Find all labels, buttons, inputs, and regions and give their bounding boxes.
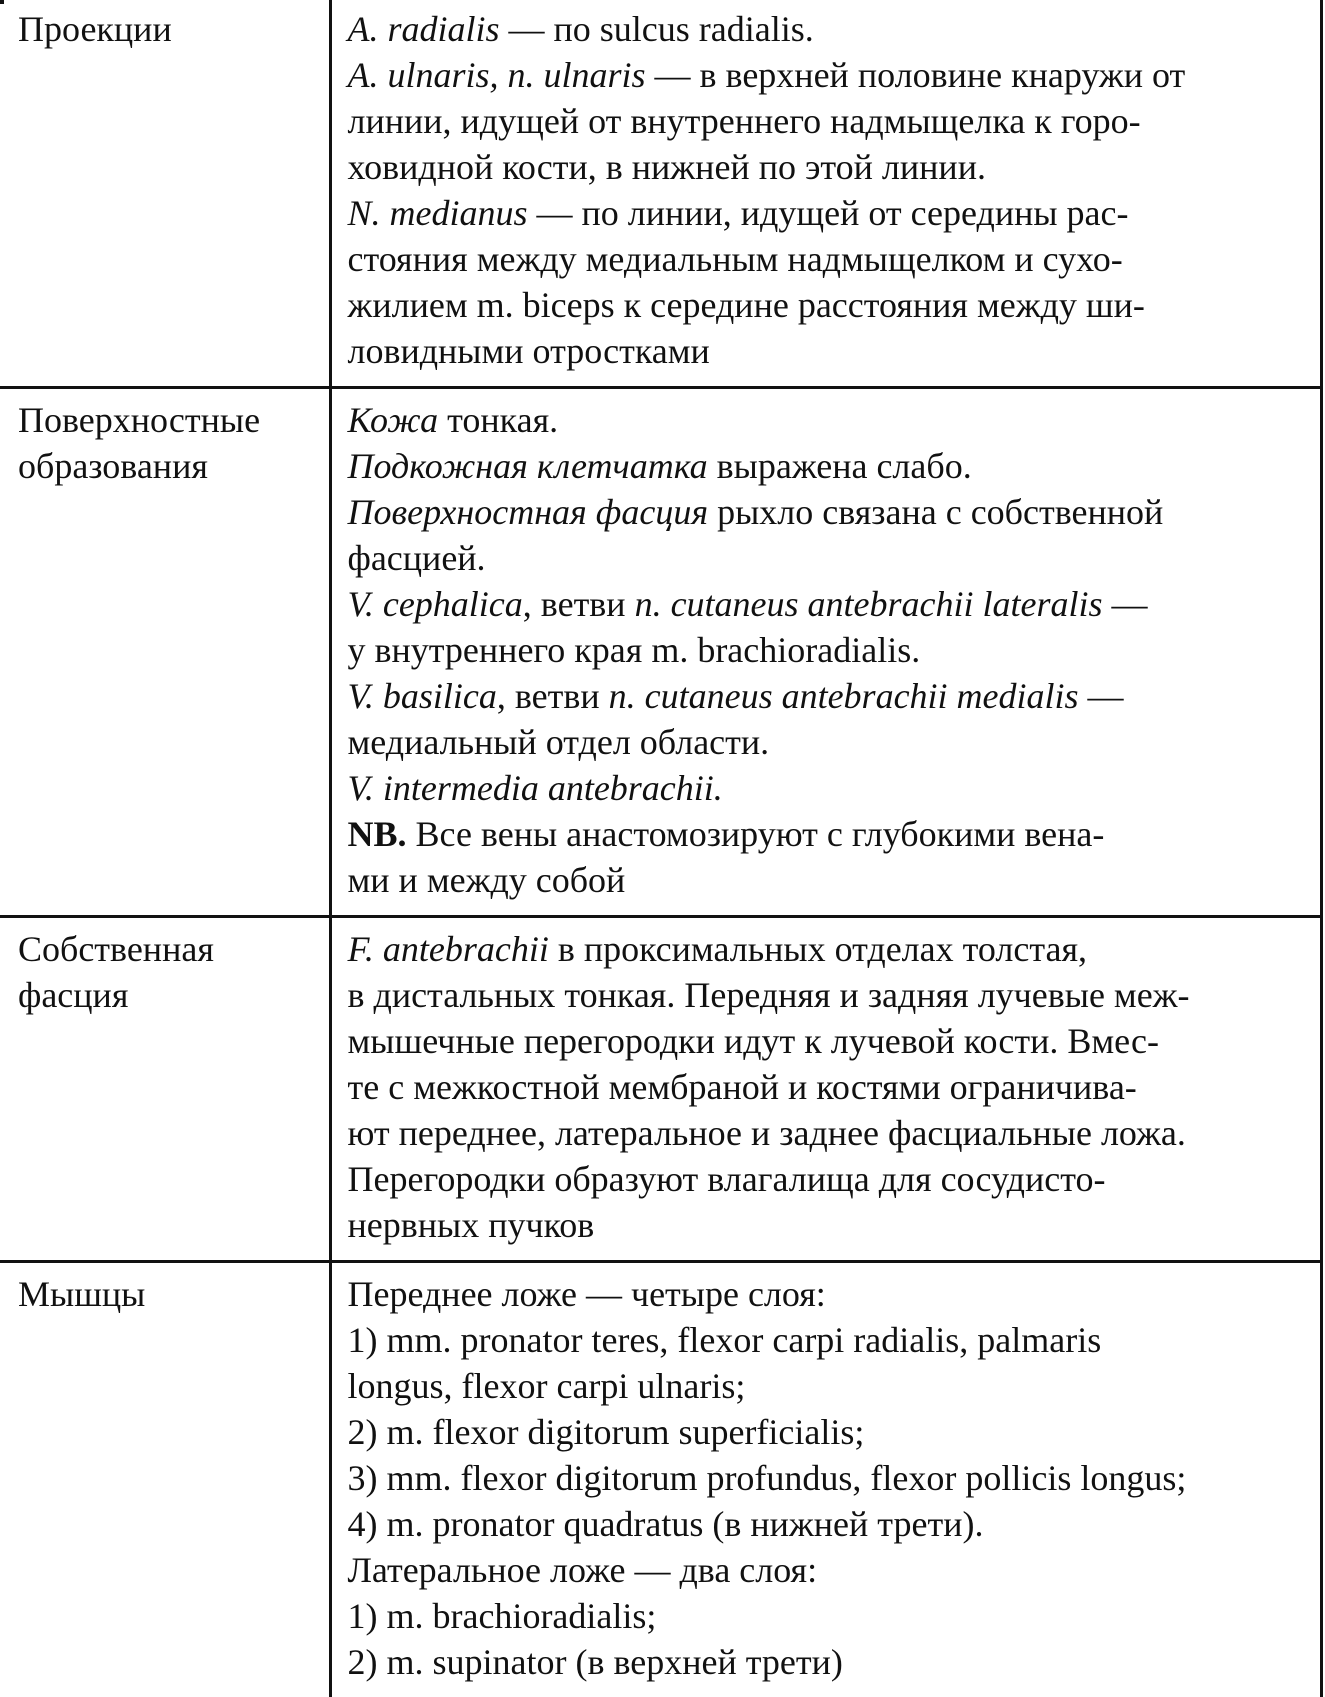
- content-text: ми и между собой: [348, 860, 626, 900]
- content-line: [348, 535, 1310, 581]
- content-text: нервных пучков: [348, 1205, 595, 1245]
- content-text: 1) m. brachioradialis;: [348, 1596, 657, 1636]
- row-label: фасция: [18, 972, 319, 1018]
- latin-term: Подкожная клетчатка: [348, 446, 708, 486]
- content-text: те с межкостной мембраной и костями ограничива-: [348, 1067, 1137, 1107]
- content-line: [348, 857, 1310, 903]
- content-text: рыхло связана с собственной: [708, 492, 1163, 532]
- content-line: [348, 1409, 1310, 1455]
- content-text: жилием m. biceps к середине расстояния между ши-: [348, 285, 1145, 325]
- content-line: [348, 1202, 1310, 1248]
- row-label-cell: [0, 1262, 330, 1697]
- content-text: тонкая.: [438, 400, 558, 440]
- table-row: [0, 1262, 1321, 1697]
- content-text: 2) m. flexor digitorum superficialis;: [348, 1412, 865, 1452]
- content-text: в дистальных тонкая. Передняя и задняя лучевые меж-: [348, 975, 1190, 1015]
- row-label-cell: [0, 0, 330, 388]
- row-label: Проекции: [18, 6, 319, 52]
- row-label: Поверхностные: [18, 397, 319, 443]
- latin-term: V. intermedia antebrachii.: [348, 768, 723, 808]
- content-line: [348, 397, 1310, 443]
- content-text: — в верхней половине кнаружи от: [646, 55, 1186, 95]
- content-line: [348, 972, 1310, 1018]
- content-line: [348, 1156, 1310, 1202]
- content-text: ховидной кости, в нижней по этой линии.: [348, 147, 986, 187]
- latin-term: Поверхностная фасция: [348, 492, 709, 532]
- content-text: в проксимальных отделах толстая,: [549, 929, 1087, 969]
- content-text: ют переднее, латеральное и заднее фасциальные ложа.: [348, 1113, 1186, 1153]
- content-text: Переднее ложе — четыре слоя:: [348, 1274, 826, 1314]
- content-line: [348, 1593, 1310, 1639]
- latin-term: F. antebrachii: [348, 929, 549, 969]
- content-text: , ветви: [523, 584, 635, 624]
- content-line: [348, 719, 1310, 765]
- content-text: ловидными отростками: [348, 331, 710, 371]
- content-text: 1) mm. pronator teres, flexor carpi radialis, palmaris: [348, 1320, 1102, 1360]
- content-line: [348, 1501, 1310, 1547]
- row-content-cell: [330, 0, 1321, 388]
- table-row: [0, 388, 1321, 917]
- content-line: [348, 1363, 1310, 1409]
- latin-term: n. cutaneus antebrachii medialis: [609, 676, 1079, 716]
- row-label-cell: [0, 388, 330, 917]
- table-row: [0, 0, 1321, 388]
- content-text: 4) m. pronator quadratus (в нижней трети).: [348, 1504, 984, 1544]
- content-line: [348, 1455, 1310, 1501]
- content-text: Перегородки образуют влагалища для сосудисто-: [348, 1159, 1106, 1199]
- row-label-cell: [0, 917, 330, 1262]
- latin-term: V. basilica: [348, 676, 497, 716]
- content-text: — по линии, идущей от середины рас-: [528, 193, 1129, 233]
- content-line: [348, 98, 1310, 144]
- row-label: образования: [18, 443, 319, 489]
- content-line: [348, 489, 1310, 535]
- latin-term: A. radialis: [348, 9, 500, 49]
- row-content-cell: [330, 917, 1321, 1262]
- content-line: [348, 1547, 1310, 1593]
- content-line: [348, 1064, 1310, 1110]
- latin-term: V. cephalica: [348, 584, 523, 624]
- content-line: [348, 627, 1310, 673]
- content-text: 2) m. supinator (в верхней трети): [348, 1642, 843, 1682]
- content-line: [348, 673, 1310, 719]
- content-text: Латеральное ложе — два слоя:: [348, 1550, 818, 1590]
- latin-term: n. cutaneus antebrachii lateralis: [635, 584, 1103, 624]
- content-line: [348, 926, 1310, 972]
- content-line: [348, 443, 1310, 489]
- content-text: фасцией.: [348, 538, 486, 578]
- content-line: [348, 328, 1310, 374]
- row-label: Мышцы: [18, 1271, 319, 1317]
- content-line: [348, 1317, 1310, 1363]
- content-line: [348, 282, 1310, 328]
- content-text: —: [1103, 584, 1148, 624]
- content-text: мышечные перегородки идут к лучевой кости. Вмес-: [348, 1021, 1159, 1061]
- content-line: [348, 765, 1310, 811]
- note-marker: NB.: [348, 814, 407, 854]
- content-line: [348, 144, 1310, 190]
- content-text: , ветви: [497, 676, 609, 716]
- content-text: —: [1079, 676, 1124, 716]
- content-line: [348, 1110, 1310, 1156]
- content-line: [348, 6, 1310, 52]
- content-line: [348, 1018, 1310, 1064]
- content-line: [348, 1639, 1310, 1685]
- content-line: [348, 52, 1310, 98]
- row-label: Собственная: [18, 926, 319, 972]
- latin-term: A. ulnaris, n. ulnaris: [348, 55, 646, 95]
- content-line: [348, 190, 1310, 236]
- content-text: 3) mm. flexor digitorum profundus, flexor pollicis longus;: [348, 1458, 1187, 1498]
- latin-term: N. medianus: [348, 193, 528, 233]
- content-text: стояния между медиальным надмыщелком и сухо-: [348, 239, 1123, 279]
- content-text: — по sulcus radialis.: [500, 9, 814, 49]
- content-text: выражена слабо.: [708, 446, 972, 486]
- table-row: [0, 917, 1321, 1262]
- latin-term: Кожа: [348, 400, 439, 440]
- row-content-cell: [330, 388, 1321, 917]
- content-text: у внутреннего края m. brachioradialis.: [348, 630, 921, 670]
- content-line: [348, 236, 1310, 282]
- content-line: [348, 811, 1310, 857]
- content-line: [348, 581, 1310, 627]
- content-text: линии, идущей от внутреннего надмыщелка к горо-: [348, 101, 1141, 141]
- content-text: longus, flexor carpi ulnaris;: [348, 1366, 746, 1406]
- content-text: медиальный отдел области.: [348, 722, 770, 762]
- content-text: Все вены анастомозируют с глубокими вена-: [407, 814, 1105, 854]
- row-content-cell: [330, 1262, 1321, 1697]
- content-line: [348, 1271, 1310, 1317]
